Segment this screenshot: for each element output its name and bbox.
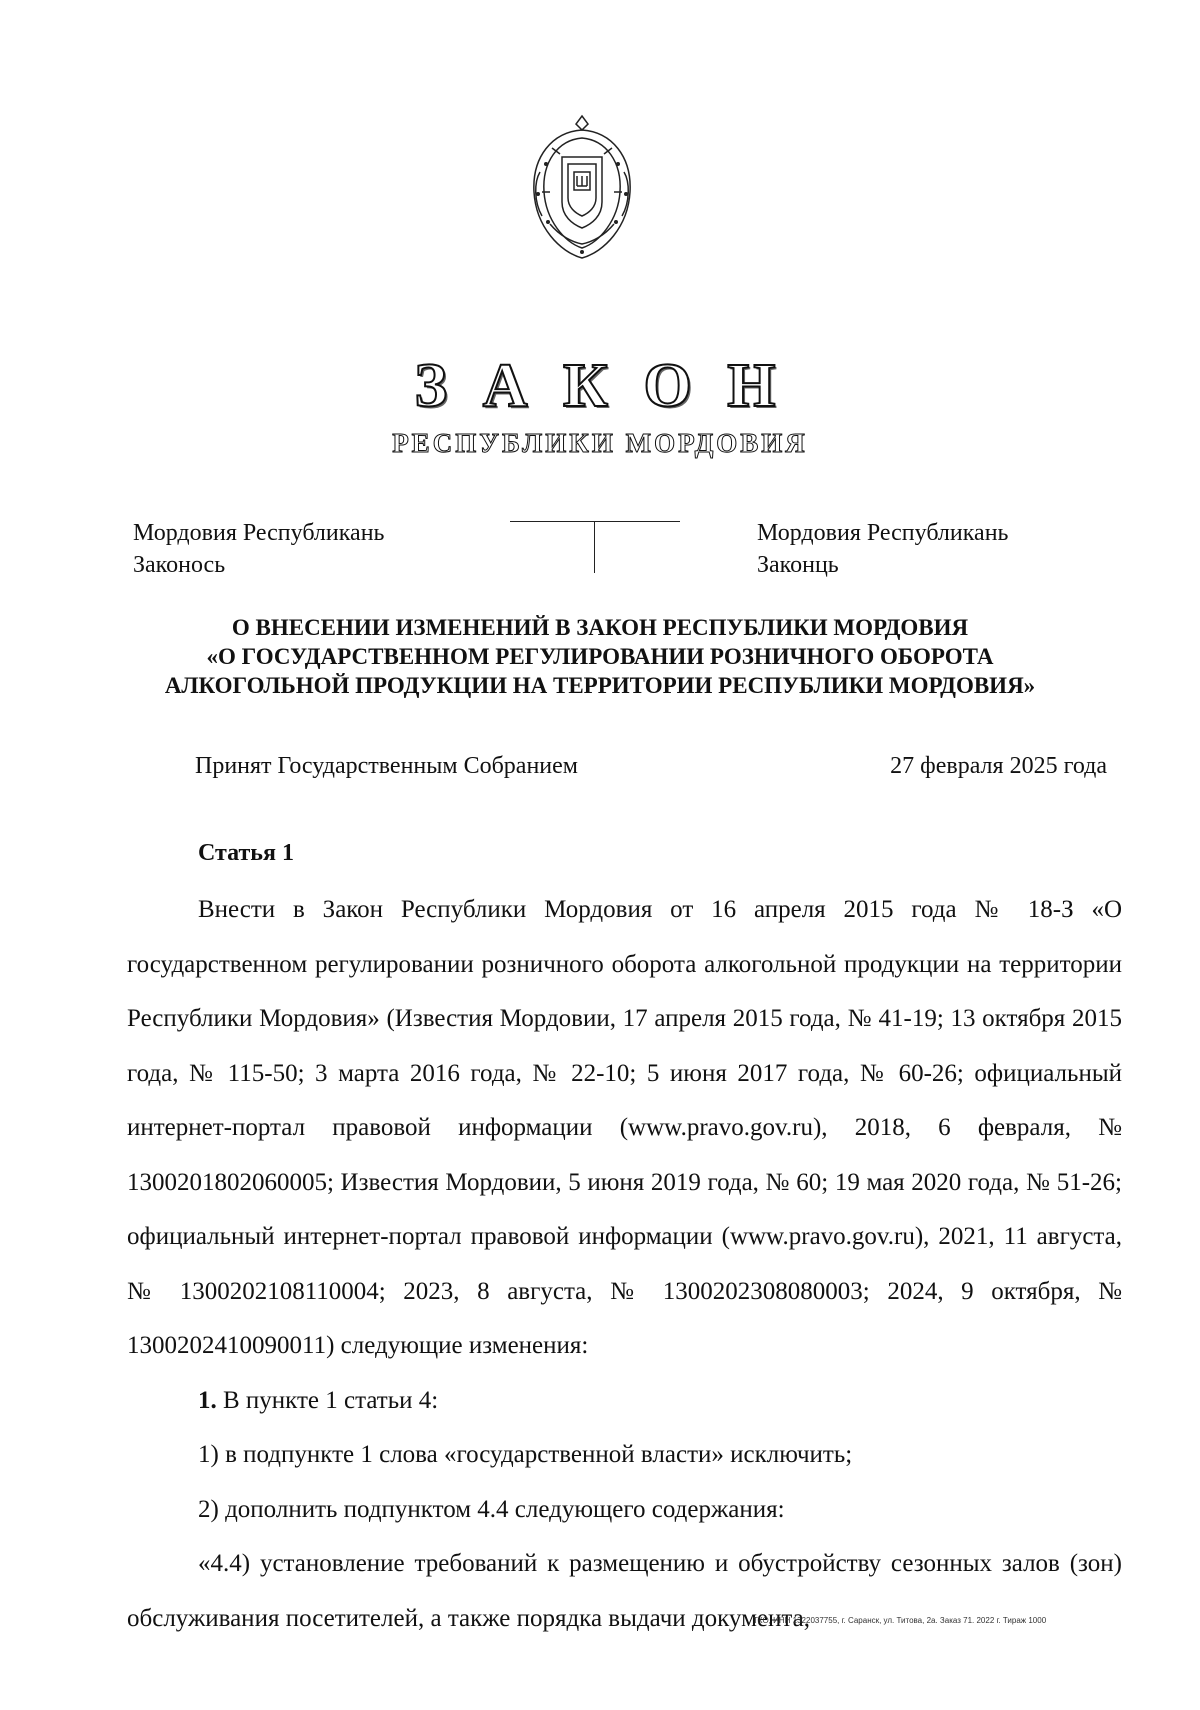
header-separator-vertical [594,521,595,573]
adopted-date: 27 февраля 2025 года [890,753,1107,779]
mordovian-title-left-line2: Законось [133,552,226,578]
article-main-paragraph: Внести в Закон Республики Мордовия от 16 апреля 2015 года № 18-З «О государственном регулировании розничного оборота алкогольной продукции на территории Республики Мордовия» (Известия Мордовии, 17 апреля 2015 года, № 41-19; 13 октября 2015 года, № 115-50; 3 марта 2016 года, № 22-10; 5 июня 2017 года, № 60-26; официальный интернет-портал правовой информации (www.pravo.gov.ru), 2018, 6 февраля, № 1300201802060005; Известия Мордовии, 5 июня 2019 года, № 60; 19 мая 2020 года, № 51-26; официальный интернет-портал правовой информации (www.pravo.gov.ru), 2021, 11 августа, № 1300202108110004; 2023, 8 августа, № 1300202308080003; 2024, 9 октября, № 1300202410090011) следующие изменения: [127,896,1122,1359]
mordovian-title-left-line1: Мордовия Республикань [133,520,385,546]
mordovian-title-right [757,517,1008,581]
subitem-1: 1) в подпункте 1 слова «государственной власти» исключить; [198,1441,853,1468]
article-body [127,883,1122,1646]
article-heading: Статья 1 [198,840,294,866]
coat-of-arms-icon [522,112,642,262]
adopted-by: Принят Государственным Собранием [195,753,578,779]
quoted-subitem-4-4: «4.4) установление требований к размещению и обустройству сезонных залов (зон) обслуживания посетителей, а также порядка выдачи документа, [127,1550,1122,1632]
mordovian-title-right-line1: Мордовия Республикань [757,520,1009,546]
item-1 [127,1374,1122,1429]
subitem-2: 2) дополнить подпунктом 4.4 следующего содержания: [198,1495,785,1523]
document-title [100,613,1100,700]
law-title: З А К О Н [414,352,786,420]
header-separator-horizontal [510,521,680,522]
document-title-line1: О ВНЕСЕНИИ ИЗМЕНЕНИЙ В ЗАКОН РЕСПУБЛИКИ МОРДОВИЯ [231,615,969,640]
document-title-line3: АЛКОГОЛЬНОЙ ПРОДУКЦИИ НА ТЕРРИТОРИИ РЕСПУБЛИКИ МОРДОВИЯ» [164,673,1036,698]
item-1-text: В пункте 1 статьи 4: [223,1386,439,1414]
law-subtitle: РЕСПУБЛИКИ МОРДОВИЯ [392,428,808,458]
mordovian-title-left [133,517,384,581]
print-imprint: ТКО, ИНН 1322037755, г. Саранск, ул. Титова, 2а. Заказ 71. 2022 г. Тираж 1000 [753,1616,1047,1625]
document-title-line2: «О ГОСУДАРСТВЕННОМ РЕГУЛИРОВАНИИ РОЗНИЧНОГО ОБОРОТА [206,644,994,669]
item-1-number: 1. [198,1386,217,1414]
mordovian-title-right-line2: Законць [757,552,839,578]
